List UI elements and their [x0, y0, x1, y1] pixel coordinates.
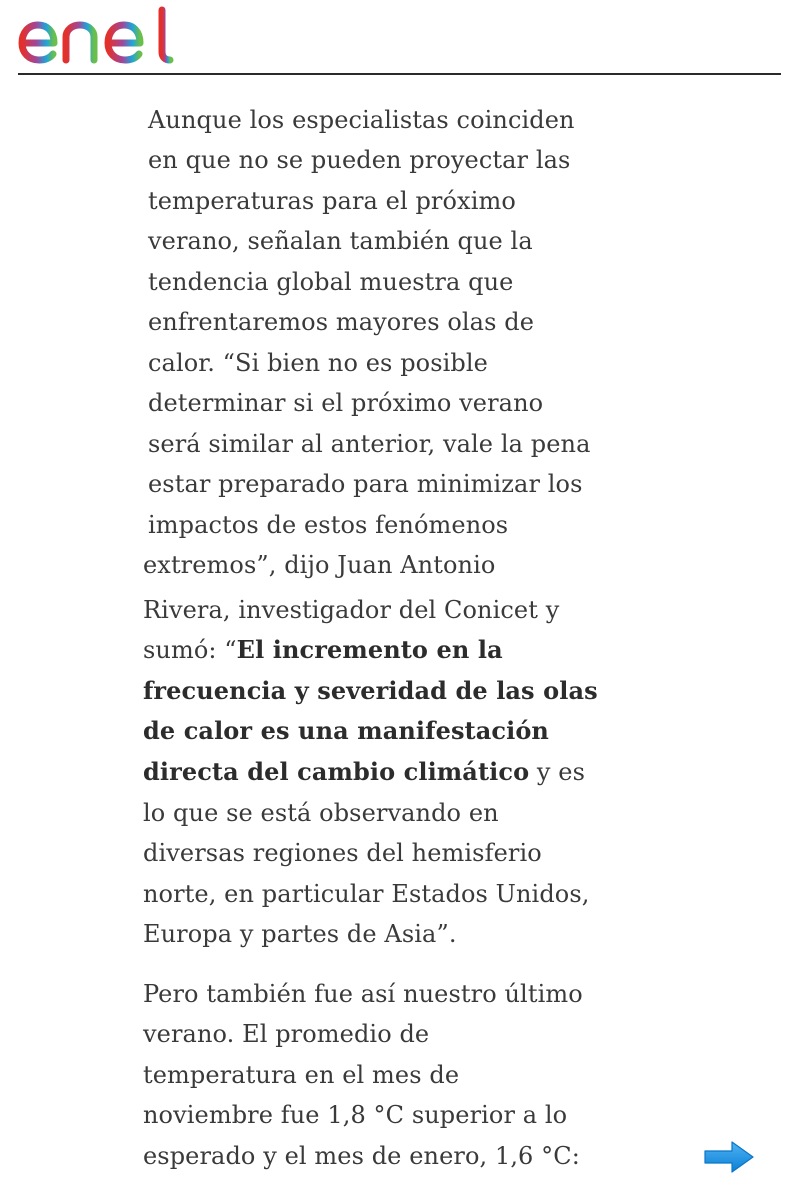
paragraph-line: Pero también fue así nuestro último	[143, 980, 583, 1008]
paragraph-line: impactos de estos fenómenos	[148, 511, 509, 539]
paragraph-line	[143, 630, 503, 670]
paragraph-line: temperaturas para el próximo	[148, 187, 516, 215]
paragraph-line: norte, en particular Estados Unidos,	[143, 880, 590, 908]
arrow-right-icon[interactable]	[702, 1140, 756, 1174]
paragraph-line: determinar si el próximo verano	[148, 389, 544, 417]
quote-emphasis: directa del cambio climático	[143, 757, 530, 786]
paragraph-line: en que no se pueden proyectar las	[148, 146, 571, 174]
enel-logo[interactable]	[16, 4, 186, 68]
paragraph-line: tendencia global muestra que	[148, 268, 514, 296]
paragraph-line	[143, 671, 598, 711]
quote-emphasis: El incremento en la	[236, 635, 503, 664]
paragraph-line: enfrentaremos mayores olas de	[148, 308, 534, 336]
quote-emphasis: frecuencia y severidad de las olas	[143, 676, 598, 705]
paragraph-line: esperado y el mes de enero, 1,6 °C:	[143, 1142, 580, 1170]
paragraph-line: estar preparado para minimizar los	[148, 470, 583, 498]
paragraph-line: Rivera, investigador del Conicet y	[143, 596, 560, 624]
paragraph-line: extremos”, dijo Juan Antonio	[143, 551, 496, 579]
header-divider	[18, 73, 781, 75]
paragraph-line: Europa y partes de Asia”.	[143, 920, 457, 948]
paragraph-line: calor. “Si bien no es posible	[148, 349, 488, 377]
quote-emphasis: de calor es una manifestación	[143, 716, 549, 745]
paragraph-line: lo que se está observando en	[143, 799, 499, 827]
paragraph-line: noviembre fue 1,8 °C superior a lo	[143, 1101, 568, 1129]
paragraph-line: verano, señalan también que la	[148, 227, 533, 255]
paragraph-line: verano. El promedio de	[143, 1020, 430, 1048]
paragraph-line: será similar al anterior, vale la pena	[148, 430, 591, 458]
text-span: y es	[529, 758, 586, 786]
paragraph-line: Aunque los especialistas coinciden	[148, 106, 575, 134]
paragraph-line: temperatura en el mes de	[143, 1061, 460, 1089]
paragraph-line: diversas regiones del hemisferio	[143, 839, 542, 867]
paragraph-line	[143, 711, 549, 751]
site-header	[0, 0, 800, 76]
text-span: sumó: “	[143, 636, 237, 664]
paragraph-line	[143, 752, 585, 792]
